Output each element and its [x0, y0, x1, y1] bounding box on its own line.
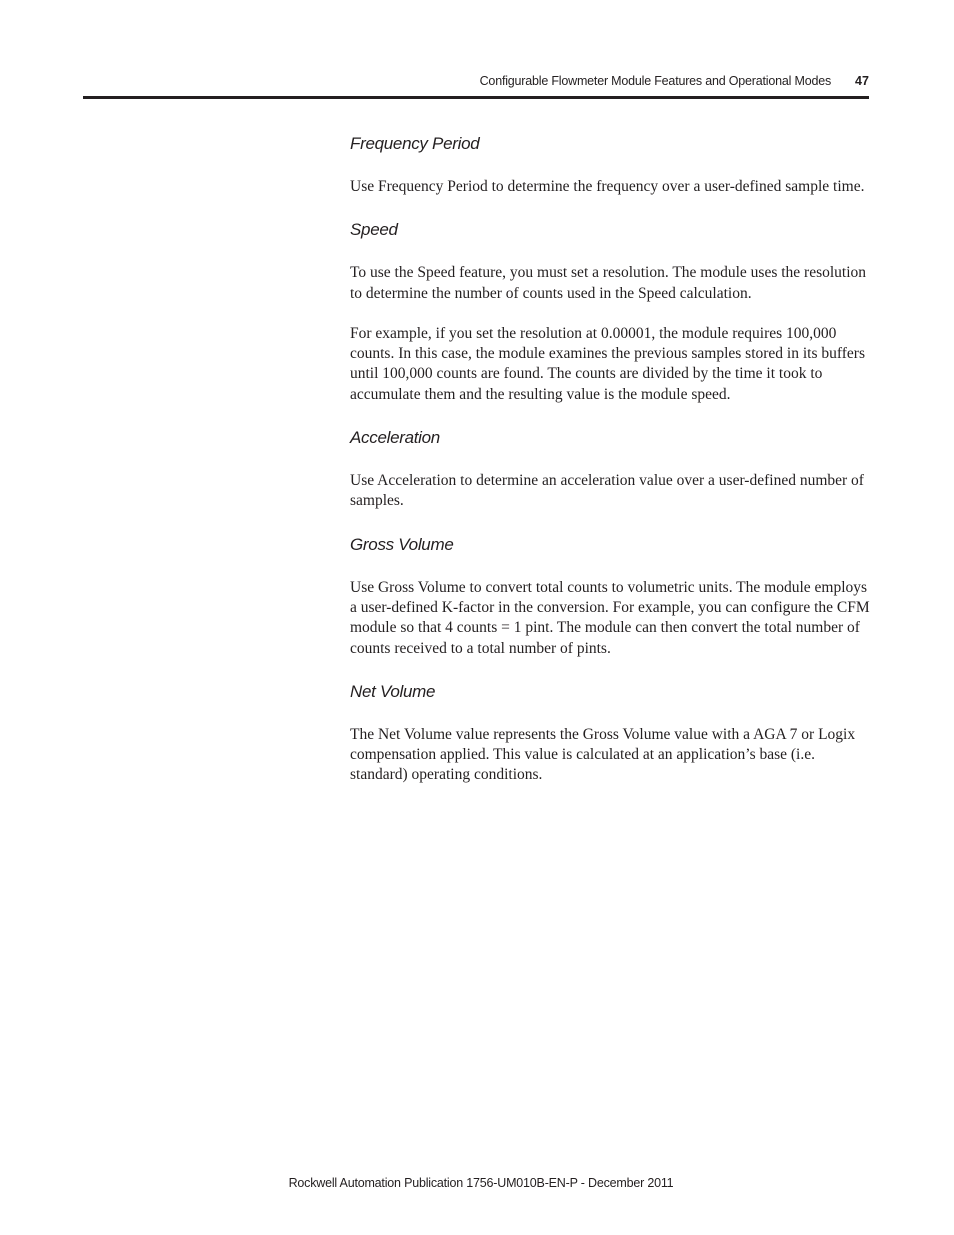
- section-frequency-period: [350, 132, 870, 197]
- section-gross-volume: [350, 533, 870, 659]
- section-heading: Frequency Period: [350, 134, 480, 153]
- section-acceleration: [350, 426, 870, 512]
- section-heading: Acceleration: [350, 428, 440, 448]
- section-heading: Gross Volume: [350, 534, 454, 554]
- paragraph: Use Acceleration to determine an acceleration value over a user-defined number of samples.: [350, 472, 864, 510]
- page-content: [350, 132, 870, 807]
- section-heading: Speed: [350, 220, 398, 240]
- section-speed: [350, 218, 870, 405]
- paragraph: For example, if you set the resolution at 0.00001, the module requires 100,000 counts. In this case, the module examines the previous samples stored in its buffers until 100,000 counts are found. The counts are divided by the time it took to accumulate them and the resulting value is the module speed.: [350, 324, 865, 403]
- section-heading: Net Volume: [350, 681, 436, 701]
- page-header: [0, 0, 954, 100]
- page-number: 47: [855, 74, 869, 88]
- header-divider: [83, 96, 869, 99]
- paragraph: The Net Volume value represents the Gross Volume value with a AGA 7 or Logix compensation applied. This value is calculated at an application’s base (i.e. standard) operating conditions.: [350, 725, 856, 784]
- paragraph: Use Gross Volume to convert total counts to volumetric units. The module employs a user-defined K-factor in the conversion. For example, you can configure the CFM module so that 4 counts = 1 pint. The module can then convert the total number of counts received to a total number of pints.: [350, 578, 870, 657]
- paragraph: Use Frequency Period to determine the frequency over a user-defined sample time.: [350, 178, 865, 195]
- header-title: Configurable Flowmeter Module Features and Operational Modes: [479, 74, 831, 88]
- publication-info: Rockwell Automation Publication 1756-UM010B-EN-P - December 2011: [288, 1176, 674, 1190]
- page-footer: [0, 1174, 954, 1192]
- section-net-volume: [350, 680, 870, 786]
- paragraph: To use the Speed feature, you must set a resolution. The module uses the resolution to determine the number of counts used in the Speed calculation.: [350, 264, 867, 302]
